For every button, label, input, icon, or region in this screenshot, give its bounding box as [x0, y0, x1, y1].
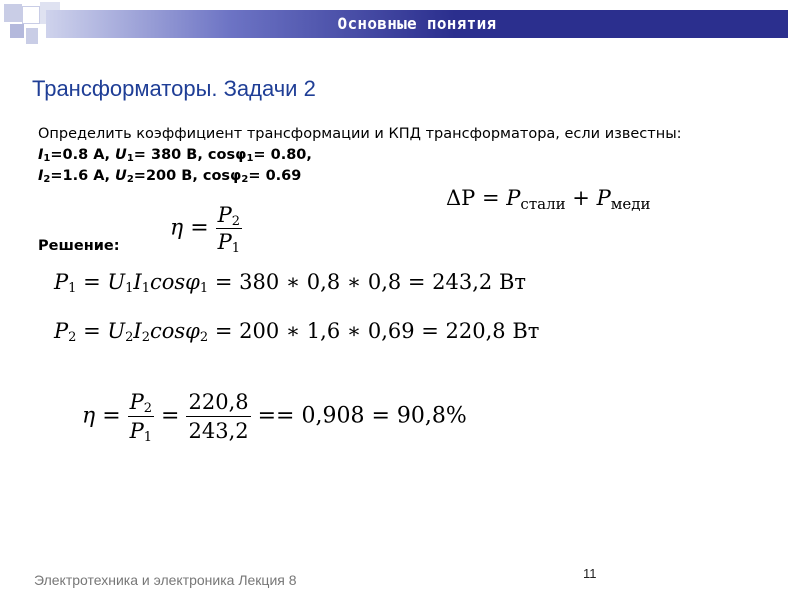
sub: 2 — [231, 214, 241, 229]
equals-sign: = — [83, 319, 101, 343]
header-title: Основные понятия — [337, 14, 497, 33]
sub: 2 — [126, 174, 134, 185]
var-p: P — [54, 319, 69, 343]
sub: 1 — [125, 281, 134, 296]
var-i2: I — [38, 168, 44, 184]
var-p: P — [129, 390, 144, 414]
sub: 1 — [199, 281, 209, 296]
formula-eta-definition — [170, 202, 242, 255]
sub-medi: меди — [610, 195, 651, 213]
numerator — [216, 202, 242, 229]
numerator — [128, 388, 154, 417]
plus-sign: + — [572, 186, 590, 210]
eta-symbol: η — [170, 215, 184, 241]
solution-label: Решение: — [38, 238, 120, 254]
cos-phi: cosφ — [149, 270, 200, 294]
formula-losses — [446, 186, 651, 213]
decor-square — [22, 6, 40, 24]
var-u: U — [107, 319, 126, 343]
sub: 2 — [125, 330, 134, 345]
sub: 2 — [199, 330, 209, 345]
p2-result: = 200 ∗ 1,6 ∗ 0,69 = 220,8 Вт — [214, 319, 540, 343]
var-u: U — [107, 270, 126, 294]
decor-square — [4, 4, 22, 22]
var-u1: U — [115, 147, 127, 163]
var-u2: U — [115, 168, 127, 184]
slide-title: Трансформаторы. Задачи 2 — [32, 76, 316, 101]
var-p: P — [596, 186, 611, 210]
given-line-1 — [38, 145, 738, 166]
denominator — [128, 417, 154, 445]
var-i: I — [133, 270, 142, 294]
decor-square — [26, 28, 38, 44]
header-bar — [46, 10, 788, 38]
sub: 1 — [231, 241, 241, 256]
given-line-2 — [38, 166, 738, 187]
problem-statement — [38, 124, 738, 187]
sub: 1 — [246, 153, 254, 164]
sub: 1 — [68, 281, 77, 296]
denominator — [216, 229, 242, 255]
p1-result: = 380 ∗ 0,8 ∗ 0,8 = 243,2 Вт — [214, 270, 527, 294]
formula-eta-result — [82, 388, 467, 445]
sub: 2 — [43, 174, 51, 185]
equals-sign: = — [161, 403, 180, 429]
fraction-values — [186, 388, 250, 445]
value: =0.8 А, — [50, 147, 116, 163]
equals-sign: = — [190, 215, 209, 241]
sub-stali: стали — [520, 195, 566, 213]
fraction — [216, 202, 242, 255]
value: =1.6 А, — [50, 168, 116, 184]
value: = 0.69 — [248, 168, 302, 184]
equals-sign: = — [102, 403, 121, 429]
sub: 2 — [68, 330, 77, 345]
var-p: P — [54, 270, 69, 294]
var-p: P — [217, 230, 232, 254]
page-number: 11 — [583, 566, 597, 581]
fraction — [128, 388, 154, 445]
value: =200 В, cosφ — [133, 168, 242, 184]
delta-p: ΔP — [446, 186, 476, 210]
formula-p1 — [54, 270, 526, 294]
formula-p2 — [54, 319, 539, 343]
sub: 1 — [143, 430, 153, 445]
value: = 380 В, cosφ — [133, 147, 247, 163]
var-p: P — [506, 186, 521, 210]
var-i1: I — [38, 147, 44, 163]
footer-course: Электротехника и электроника Лекция 8 — [34, 572, 297, 588]
sub: 2 — [141, 330, 150, 345]
sub: 1 — [43, 153, 51, 164]
sub: 2 — [143, 401, 153, 416]
cos-phi: cosφ — [149, 319, 200, 343]
decor-square — [10, 24, 24, 38]
var-p: P — [129, 419, 144, 443]
numerator-value: 220,8 — [186, 388, 250, 417]
eta-result: == 0,908 = 90,8% — [257, 403, 467, 429]
sub: 1 — [126, 153, 134, 164]
var-i: I — [133, 319, 142, 343]
equals-sign: = — [83, 270, 101, 294]
value: = 0.80, — [253, 147, 312, 163]
sub: 1 — [141, 281, 150, 296]
var-p: P — [217, 203, 232, 227]
denominator-value: 243,2 — [188, 419, 249, 443]
equals-sign: = — [481, 186, 500, 210]
sub: 2 — [241, 174, 249, 185]
problem-text: Определить коэффициент трансформации и КПД трансформатора, если известны: — [38, 126, 682, 142]
eta-symbol: η — [82, 403, 96, 429]
